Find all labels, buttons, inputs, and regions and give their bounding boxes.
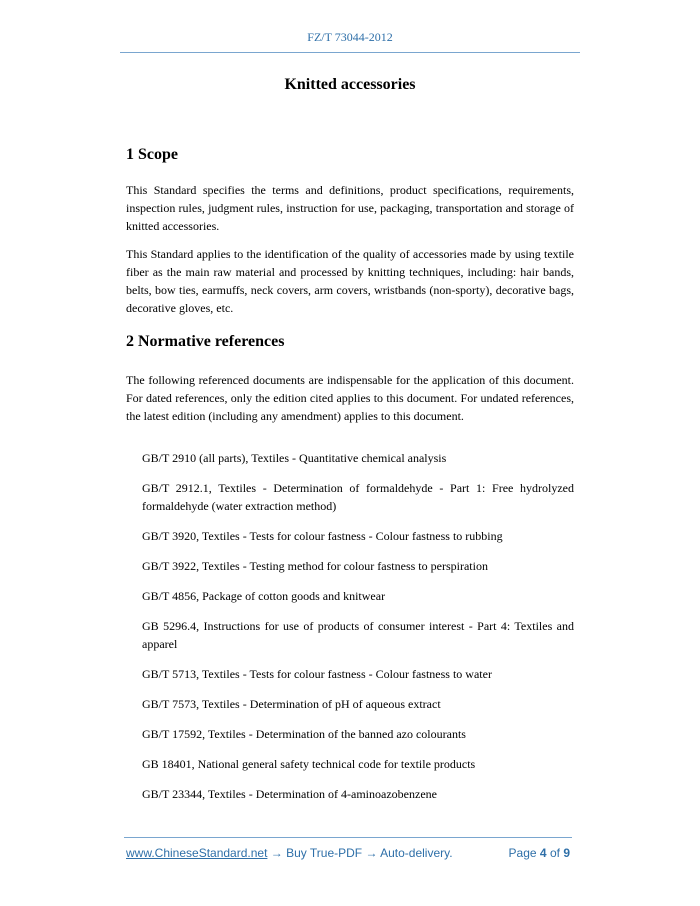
scope-paragraph-2: [126, 245, 574, 317]
reference-list: [142, 449, 574, 815]
page-total: 9: [563, 846, 570, 860]
reference-item: GB/T 5713, Textiles - Tests for colour fastness - Colour fastness to water: [142, 667, 492, 681]
reference-item: GB/T 3922, Textiles - Testing method for colour fastness to perspiration: [142, 559, 488, 573]
reference-item: GB/T 7573, Textiles - Determination of pH of aqueous extract: [142, 697, 441, 711]
document-code: FZ/T 73044-2012: [307, 30, 393, 44]
page-current: 4: [539, 846, 547, 860]
references-intro: [126, 371, 574, 425]
footer-promo: → Buy True-PDF → Auto-delivery.: [267, 846, 453, 860]
reference-item: GB/T 17592, Textiles - Determination of the banned azo colourants: [142, 727, 466, 741]
reference-item: GB/T 4856, Package of cotton goods and knitwear: [142, 589, 386, 603]
paragraph: The following referenced documents are indispensable for the application of this document. For dated references, only the edition cited applies to this document. For undated references, the latest edition (including any amendment) applies to this document.: [126, 373, 574, 423]
scope-paragraph-1: [126, 181, 574, 235]
reference-item: GB 18401, National general safety technical code for textile products: [142, 757, 476, 771]
section-heading: 1 Scope: [126, 146, 178, 163]
footer-divider: [124, 837, 572, 838]
paragraph: This Standard specifies the terms and definitions, product specifications, requirements, inspection rules, judgment rules, instruction for use, packaging, transportation and storage of knitted accessories.: [126, 183, 574, 233]
page-title: Knitted accessories: [284, 76, 416, 93]
paragraph: This Standard applies to the identification of the quality of accessories made by using textile fiber as the main raw material and processed by knitting techniques, including: hair bands, belts, bow ties, earmuffs, neck covers, arm covers, wristbands (non-sporty), decorative bags, decorative gloves, etc.: [126, 247, 574, 315]
reference-item: GB/T 23344, Textiles - Determination of 4-aminoazobenzene: [142, 787, 437, 801]
footer: [126, 846, 572, 860]
site-link[interactable]: www.ChineseStandard.net: [126, 846, 268, 860]
header-divider: [120, 52, 580, 53]
section-scope-heading: [126, 146, 574, 164]
reference-item: GB/T 3920, Textiles - Tests for colour fastness - Colour fastness to rubbing: [142, 529, 503, 543]
reference-item: GB/T 2912.1, Textiles - Determination of formaldehyde - Part 1: Free hydrolyzed formaldehyde (water extraction method): [142, 481, 574, 513]
section-references-heading: [126, 333, 574, 351]
reference-item: GB/T 2910 (all parts), Textiles - Quantitative chemical analysis: [142, 451, 447, 465]
page-of: of: [549, 846, 560, 860]
page-label: Page: [508, 846, 537, 860]
section-heading: 2 Normative references: [126, 333, 285, 350]
reference-item: GB 5296.4, Instructions for use of products of consumer interest - Part 4: Textiles and apparel: [142, 619, 574, 651]
page-indicator: [509, 846, 570, 860]
